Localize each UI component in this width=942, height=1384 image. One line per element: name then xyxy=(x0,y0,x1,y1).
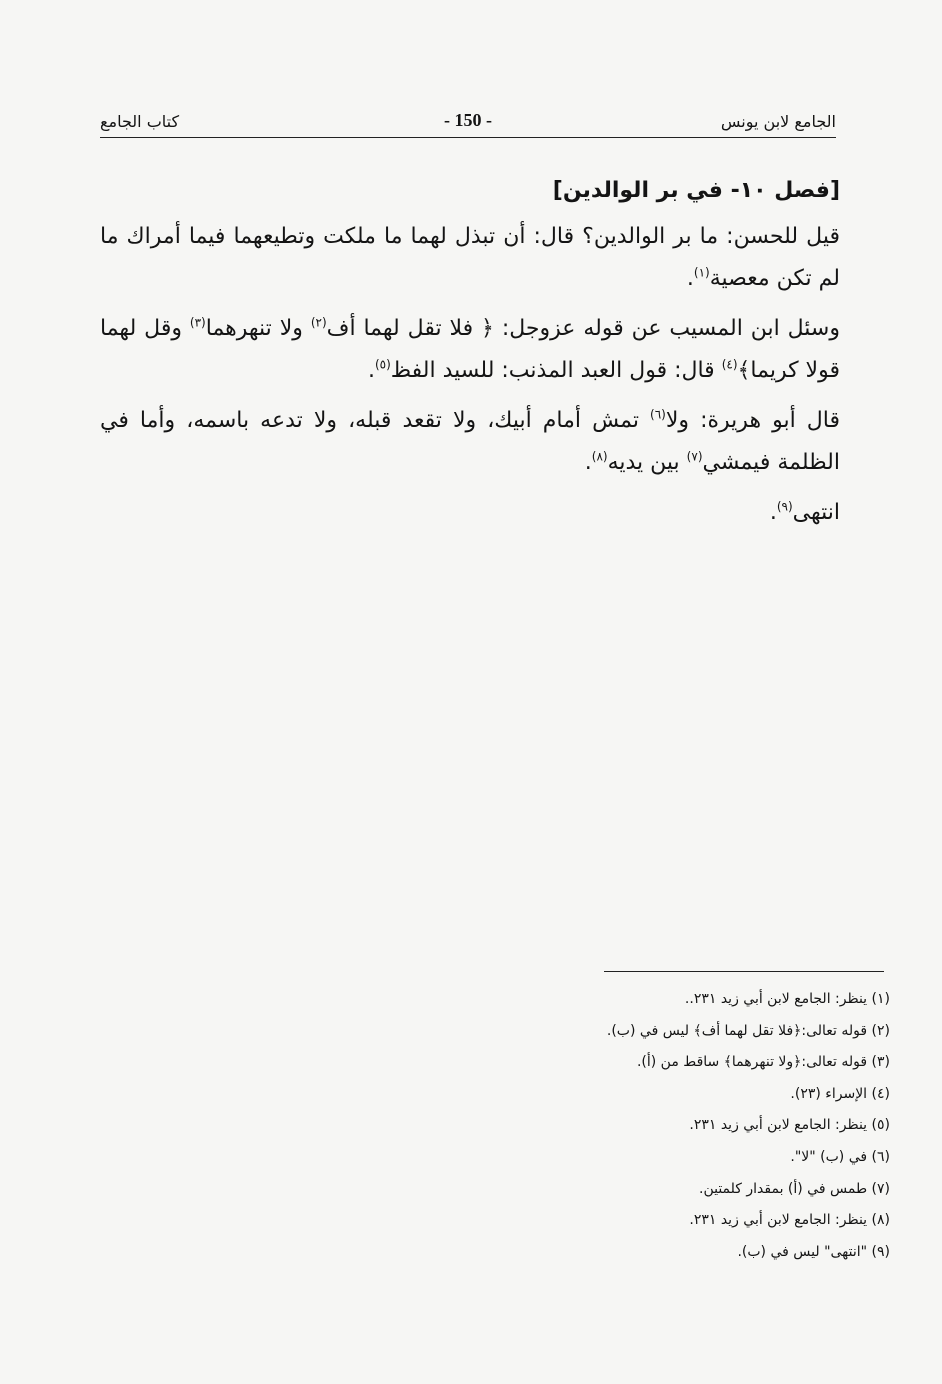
footnote-2: (٢) قوله تعالى:﴿فلا تقل لهما أف﴾ ليس في (ب). xyxy=(606,1022,890,1039)
text-run: ولا تنهرهما xyxy=(205,316,311,341)
footnote-ref[interactable]: (٢) xyxy=(310,315,327,330)
footnote-ref[interactable]: (٤) xyxy=(721,357,738,372)
footnote-ref[interactable]: (٨) xyxy=(591,449,608,464)
paragraph-4 xyxy=(100,492,840,534)
footnote-5: (٥) ينظر: الجامع لابن أبي زيد ٢٣١. xyxy=(689,1117,890,1134)
footnote-ref[interactable]: (٥) xyxy=(374,357,391,372)
section-title: [فصل ١٠- في بر الوالدين] xyxy=(552,178,840,203)
page-number: - 150 - xyxy=(444,110,492,130)
body-text xyxy=(100,168,840,542)
text-run: قال: قول العبد المذنب: للسيد الفظ xyxy=(390,358,722,383)
footnote-ref[interactable]: (٦) xyxy=(650,407,666,422)
footnote-ref[interactable]: (٣) xyxy=(189,315,206,330)
header-rule xyxy=(100,137,836,138)
text-run: . xyxy=(584,450,592,475)
paragraph-2 xyxy=(100,308,840,392)
footnote-4: (٤) الإسراء (٢٣). xyxy=(790,1085,890,1102)
text-run: قيل للحسن: ما بر الوالدين؟ قال: أن تبذل لهما ما ملكت وتطيعهما فيما أمراك ما لم تكن معصية xyxy=(100,224,840,291)
text-run: . xyxy=(367,358,375,383)
footnote-ref[interactable]: (٩) xyxy=(776,499,793,514)
footnote-7: (٧) طمس في (أ) بمقدار كلمتين. xyxy=(699,1180,890,1197)
footnote-separator xyxy=(604,971,884,972)
footnote-6: (٦) في (ب) "لا". xyxy=(790,1148,890,1165)
footnote-8: (٨) ينظر: الجامع لابن أبي زيد ٢٣١. xyxy=(689,1212,890,1229)
text-run: تمش أمام أبيك، ولا تقعد قبله، ولا تدعه باسمه، وأما في الظلمة فيمشي xyxy=(100,408,840,475)
footnote-ref[interactable]: (١) xyxy=(693,265,710,280)
text-run: وسئل ابن المسيب عن قوله عزوجل: ﴿ فلا تقل لهما أف xyxy=(326,316,840,341)
header-chapter-title: كتاب الجامع xyxy=(100,112,180,131)
header-book-title: الجامع لابن يونس xyxy=(720,112,836,131)
footnote-9: (٩) "انتهى" ليس في (ب). xyxy=(737,1243,890,1260)
footnote-3: (٣) قوله تعالى:﴿ولا تنهرهما﴾ ساقط من (أ). xyxy=(636,1054,890,1071)
paragraph-3 xyxy=(100,400,840,484)
text-run: وقل لهما قولا كريما﴾ xyxy=(100,316,840,383)
text-run: . xyxy=(686,266,694,291)
paragraph-1 xyxy=(100,216,840,300)
text-run: انتهى xyxy=(792,500,840,525)
text-run: . xyxy=(769,500,777,525)
running-header xyxy=(100,110,836,136)
footnotes xyxy=(100,984,890,1268)
text-run: بين يديه xyxy=(607,450,687,475)
text-run: قال أبو هريرة: ولا xyxy=(665,408,840,433)
footnote-ref[interactable]: (٧) xyxy=(686,449,703,464)
footnote-1: (١) ينظر: الجامع لابن أبي زيد ٢٣١.. xyxy=(684,991,890,1007)
